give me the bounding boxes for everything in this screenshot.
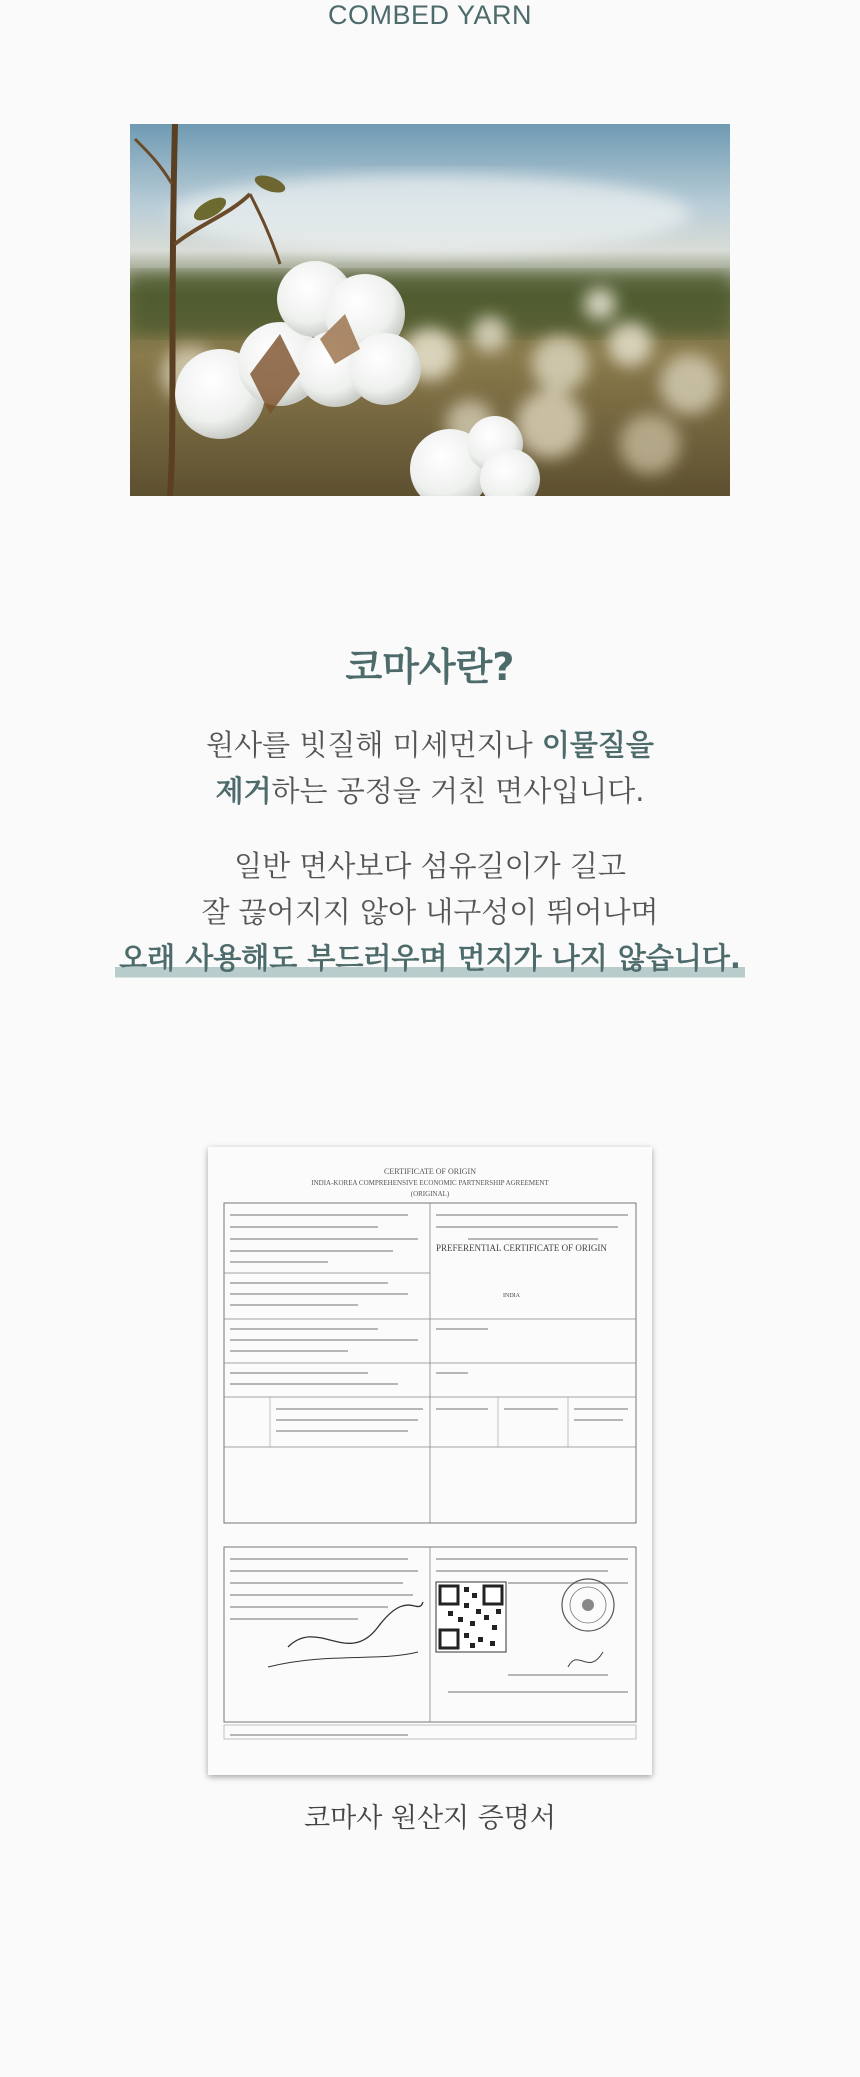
description-line-1 — [0, 722, 860, 768]
certificate-of-origin-image — [208, 1147, 652, 1775]
section-eyebrow-label: COMBED YARN — [327, 0, 533, 30]
certificate-subtitle: INDIA-KOREA COMPREHENSIVE ECONOMIC PARTNERSHIP AGREEMENT — [311, 1179, 549, 1187]
text-plain: 하는 공정을 거친 면사입니다. — [271, 774, 645, 808]
certificate-original-mark: (ORIGINAL) — [410, 1190, 450, 1198]
highlighted-statement: 오래 사용해도 부드러우며 먼지가 나지 않습니다. — [115, 935, 745, 981]
certificate-country: INDIA — [503, 1293, 520, 1299]
description-line-2 — [0, 768, 860, 814]
official-seal-icon — [562, 1579, 614, 1631]
cotton-field-photo — [130, 124, 730, 496]
certificate-caption: 코마사 원산지 증명서 — [304, 1803, 556, 1834]
description-paragraph-1 — [0, 722, 860, 814]
svg-text:PREFERENTIAL CERTIFICATE OF OR: PREFERENTIAL CERTIFICATE OF ORIGIN — [436, 1243, 607, 1253]
qr-code-icon — [436, 1582, 506, 1652]
certificate-title: CERTIFICATE OF ORIGIN — [384, 1167, 476, 1176]
text-plain: 원사를 빗질해 미세먼지나 — [206, 728, 542, 762]
description-line-4: 잘 끊어지지 않아 내구성이 뛰어나며 — [201, 895, 659, 929]
emphasis-text: 제거 — [215, 774, 272, 808]
emphasis-text: 이물질을 — [541, 728, 654, 762]
description-paragraph-2 — [0, 843, 860, 981]
description-line-3: 일반 면사보다 섬유길이가 길고 — [234, 849, 626, 883]
section-heading: 코마사란? — [345, 645, 515, 689]
